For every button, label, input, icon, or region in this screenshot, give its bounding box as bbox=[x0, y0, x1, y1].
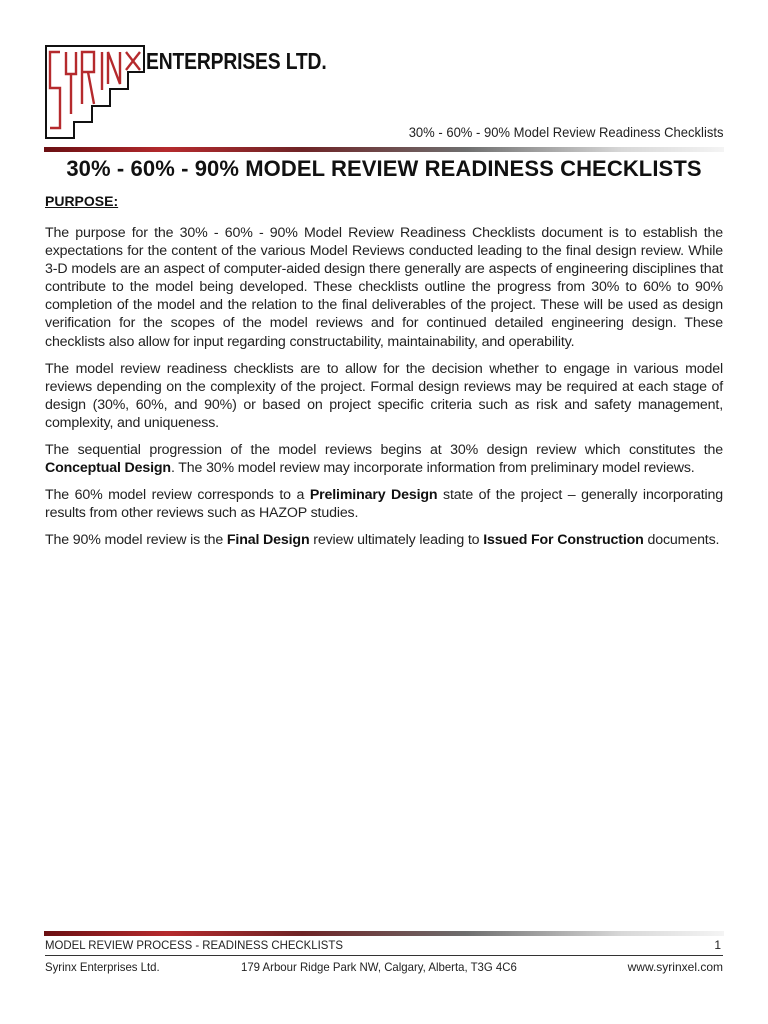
section-heading: PURPOSE: bbox=[45, 193, 119, 209]
syrinx-logo-mark bbox=[44, 44, 148, 140]
footer-section-row bbox=[45, 938, 723, 956]
page-number: 1 bbox=[714, 938, 721, 952]
document-title: 30% - 60% - 90% MODEL REVIEW READINESS CHECKLISTS bbox=[66, 156, 702, 181]
footer-website: www.syrinxel.com bbox=[627, 960, 723, 974]
paragraph: The purpose for the 30% - 60% - 90% Model Review Readiness Checklists document is to establish the expectations for the content of the various Model Reviews conducted leading to the final design review. While 3-D models are an aspect of computer-aided design there generally are aspects of engineering disciplines that contribute to the model being developed. These checklists outline the progress from 30% to 60% to 90% completion of the model and the relation to the final deliverables of the project. These will be used as design verification for the scopes of the model reviews and for continued detailed engineering design. These checklists also allow for input regarding constructability, maintainability, and operability. bbox=[45, 225, 723, 350]
header-divider bbox=[44, 147, 724, 152]
footer-contact-row bbox=[45, 960, 723, 976]
text-run: The 90% model review is the bbox=[45, 532, 227, 549]
footer-divider bbox=[44, 931, 724, 936]
footer-address: 179 Arbour Ridge Park NW, Calgary, Alberta, T3G 4C6 bbox=[241, 960, 517, 974]
text-run: review ultimately leading to bbox=[309, 532, 484, 549]
emphasis-conceptual-design: Conceptual Design bbox=[45, 460, 171, 477]
emphasis-final-design: Final Design bbox=[226, 532, 310, 549]
paragraph bbox=[45, 486, 723, 522]
text-run: documents. bbox=[643, 532, 720, 549]
document-body bbox=[45, 224, 723, 559]
emphasis-issued-for-construction: Issued For Construction bbox=[483, 532, 644, 549]
text-run: The 60% model review corresponds to a bbox=[45, 487, 310, 504]
text-run: state of the project – generally incorporating results from other reviews such as HAZOP studies. bbox=[45, 487, 724, 522]
paragraph: The model review readiness checklists are to allow for the decision whether to engage in various model reviews depending on the complexity of the project. Formal design reviews may be required at each stage of design (30%, 60%, and 90%) or based on project specific criteria such as risk and safety management, complexity, and uniqueness. bbox=[45, 360, 723, 431]
company-name: ENTERPRISES LTD. bbox=[146, 48, 327, 74]
paragraph bbox=[45, 441, 723, 477]
paragraph bbox=[45, 531, 723, 549]
company-logo bbox=[44, 44, 344, 140]
header-subtitle: 30% - 60% - 90% Model Review Readiness Checklists bbox=[408, 124, 723, 140]
emphasis-preliminary-design: Preliminary Design bbox=[309, 487, 438, 504]
text-run: The sequential progression of the model reviews begins at 30% design review which constitutes the bbox=[45, 442, 723, 459]
footer-section-title: MODEL REVIEW PROCESS - READINESS CHECKLISTS bbox=[45, 938, 343, 952]
footer-company: Syrinx Enterprises Ltd. bbox=[45, 960, 160, 974]
text-run: . The 30% model review may incorporate information from preliminary model reviews. bbox=[170, 460, 695, 477]
